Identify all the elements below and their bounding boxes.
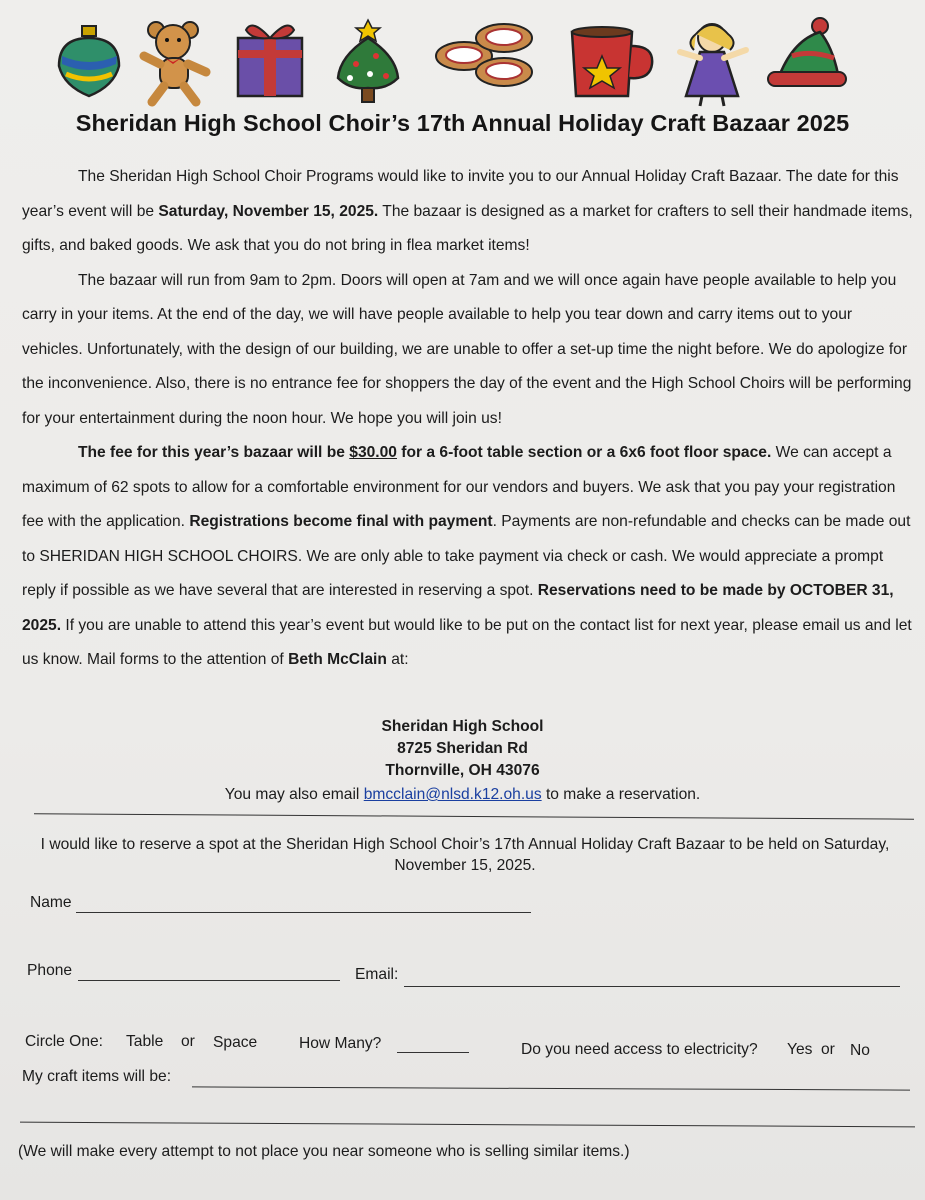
- christmas-tree-icon: [330, 16, 406, 108]
- option-no[interactable]: No: [850, 1042, 870, 1059]
- cut-line-divider: [34, 813, 914, 819]
- how-many-field[interactable]: [397, 1052, 469, 1053]
- email-label: Email:: [355, 966, 399, 983]
- paragraph-fees: The fee for this year’s bazaar will be $30.00 for a 6-foot table section or a 6x6 foot floor space. We can accept a maximum of 62 spots to allow for a comfortable environment for our vendors and buyers. We ask that you pay your registration fee with the application. Registrations become final with payment. Payments are non-refundable and checks can be made out to SHERIDAN HIGH SCHOOL CHOIRS. We are only able to take payment via check or cash. We would appreciate a prompt reply if possible as we have several that are interested in reserving a spot. Reservations need to be made by OCTOBER 31, 2025. If you are unable to attend this year’s event but would like to be put on the contact list for next year, please email us and let us know. Mail forms to the attention of Beth McClain at:: [22, 444, 912, 668]
- paragraph-event-date: The Sheridan High School Choir Programs would like to invite you to our Annual Holiday Craft Bazaar. The date for this year’s event will be Saturday, November 15, 2025. The bazaar is designed as a market for crafters to sell their handmade items, gifts, and baked goods. We ask that you do not bring in flea market items!: [22, 168, 913, 254]
- email-link[interactable]: bmcclain@nlsd.k12.oh.us: [363, 786, 542, 803]
- phone-field[interactable]: [78, 980, 340, 981]
- craft-items-label: My craft items will be:: [22, 1068, 172, 1085]
- cookies-icon: [432, 16, 536, 92]
- name-field[interactable]: [76, 912, 531, 913]
- electricity-question: Do you need access to electricity?: [521, 1041, 758, 1058]
- email-reservation-line: You may also email bmcclain@nlsd.k12.oh.us to make a reservation.: [224, 786, 701, 803]
- holiday-icon-banner: [40, 16, 890, 112]
- elf-hat-icon: [764, 16, 850, 92]
- craft-items-field-2[interactable]: [20, 1122, 915, 1128]
- craft-items-field[interactable]: [192, 1086, 910, 1090]
- ornament-icon: [54, 16, 124, 106]
- name-label: Name: [30, 894, 72, 911]
- teddy-bear-icon: [138, 16, 214, 108]
- option-or-label: or: [181, 1033, 195, 1050]
- paragraph-schedule: The bazaar will run from 9am to 2pm. Doors will open at 7am and we will once again have people available to help you carry in your items. At the end of the day, we will have people available to help you tear down and carry items out to your vehicles. Unfortunately, with the design of our building, we are unable to offer a set-up time the night before. We do apologize for the inconvenience. Also, there is no entrance fee for shoppers the day of the event and the High School Choirs will be performing for your entertainment during the noon hour. We hope you will join us!: [22, 271, 912, 427]
- how-many-label: How Many?: [299, 1035, 382, 1052]
- placement-note: (We will make every attempt to not place you near someone who is selling similar items.): [18, 1143, 630, 1160]
- angel-doll-icon: [672, 16, 754, 108]
- flyer-title: Sheridan High School Choir’s 17th Annual Holiday Craft Bazaar 2025: [75, 110, 850, 136]
- mailing-address: Sheridan High School 8725 Sheridan Rd Thornville, OH 43076: [381, 718, 544, 779]
- option-yes[interactable]: Yes: [787, 1041, 813, 1058]
- phone-label: Phone: [27, 962, 73, 979]
- flyer-body: [22, 160, 917, 678]
- option-space[interactable]: Space: [213, 1034, 258, 1051]
- email-field[interactable]: [404, 986, 900, 987]
- gift-box-icon: [232, 16, 308, 102]
- cocoa-mug-icon: [566, 16, 658, 102]
- circle-one-label: Circle One:: [25, 1033, 103, 1050]
- reservation-statement: I would like to reserve a spot at the Sheridan High School Choir’s 17th Annual Holiday Craft Bazaar to be held on Saturday, November 15, 2025.: [40, 836, 890, 874]
- option-or-label-2: or: [821, 1041, 835, 1058]
- option-table[interactable]: Table: [126, 1033, 164, 1050]
- fee-amount: $30.00: [349, 444, 397, 461]
